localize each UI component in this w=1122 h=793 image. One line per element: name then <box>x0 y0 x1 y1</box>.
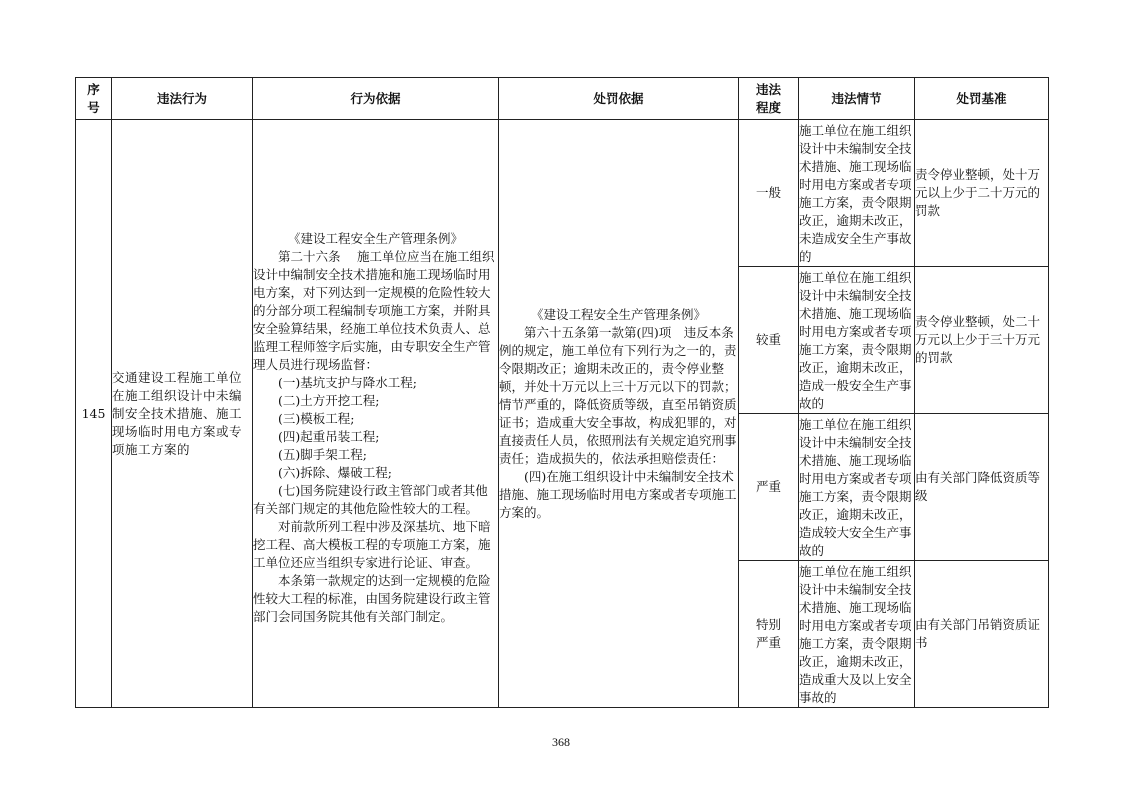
basis-item-3: (三)模板工程; <box>278 410 355 426</box>
basis-item-2: (二)土方开挖工程; <box>278 392 380 408</box>
header-act: 违法行为 <box>112 78 253 120</box>
entry-legal-basis <box>253 120 499 708</box>
basis-item-4: (四)起重吊装工程; <box>278 428 380 444</box>
basis-item-5: (五)脚手架工程; <box>278 446 367 462</box>
standard-especially-severe: 由有关部门吊销资质证书 <box>915 561 1049 708</box>
circumstance-especially-severe-text: 施工单位在施工组织设计中未编制安全技术措施、施工现场临时用电方案或者专项施工方案，责令限期改正，逾期未改正，造成重大及以上安全事故的 <box>799 564 912 705</box>
circumstance-general-text: 施工单位在施工组织设计中未编制安全技术措施、施工现场临时用电方案或者专项施工方案，责令限期改正，逾期未改正，未造成安全生产事故的 <box>799 123 912 264</box>
entry-seq: 145 <box>76 120 112 708</box>
degree-especially-severe-line1: 特别 <box>755 617 781 632</box>
penalty-article: 第六十五条第一款第(四)项 违反本条例的规定，施工单位有下列行为之一的，责令限期改正；逾期未改正的，责令停业整顿，并处十万元以上三十万元以下的罚款；情节严重的，降低资质等级，直至吊销资质证书；造成重大安全事故，构成犯罪的，对直接责任人员，依照刑法有关规定追究刑事责任；造成损失的，依法承担赔偿责任： <box>499 324 737 466</box>
basis-item-6: (六)拆除、爆破工程; <box>278 464 392 480</box>
degree-severe: 严重 <box>739 414 799 561</box>
entry-penalty-basis <box>499 120 739 708</box>
header-standard: 处罚基准 <box>915 78 1049 120</box>
basis-item-7: (七)国务院建设行政主管部门或者其他有关部门规定的其他危险性较大的工程。 <box>253 482 488 516</box>
header-degree-line1: 违法 <box>755 81 781 97</box>
header-basis: 行为依据 <box>253 78 499 120</box>
basis-item-1: (一)基坑支护与降水工程; <box>278 374 417 390</box>
basis-para-3: 本条第一款规定的达到一定规模的危险性较大工程的标准，由国务院建设行政主管部门会同国务院其他有关部门制定。 <box>253 572 491 624</box>
circumstance-general <box>799 120 915 267</box>
degree-especially-severe <box>739 561 799 708</box>
penalty-item-4: (四)在施工组织设计中未编制安全技术措施、施工现场临时用电方案或者专项施工方案的。 <box>499 468 737 520</box>
header-degree <box>739 78 799 120</box>
header-seq-line1: 序 <box>87 81 100 97</box>
circumstance-serious <box>799 267 915 414</box>
degree-especially-severe-line2: 严重 <box>755 635 781 650</box>
entry-violation-act: 交通建设工程施工单位在施工组织设计中未编制安全技术措施、施工现场临时用电方案或专项施工方案的 <box>112 120 253 708</box>
header-seq-line2: 号 <box>87 99 100 115</box>
standard-general: 责令停业整顿，处十万元以上少于二十万元的罚款 <box>915 120 1049 267</box>
penalty-table <box>75 77 1049 708</box>
standard-serious: 责令停业整顿，处二十万元以上少于三十万元的罚款 <box>915 267 1049 414</box>
standard-severe: 由有关部门降低资质等级 <box>915 414 1049 561</box>
penalty-title: 《建设工程安全生产管理条例》 <box>530 306 706 322</box>
basis-para-2: 对前款所列工程中涉及深基坑、地下暗挖工程、高大模板工程的专项施工方案，施工单位还应当组织专家进行论证、审查。 <box>253 518 491 570</box>
header-degree-line2: 程度 <box>755 99 781 115</box>
circumstance-severe <box>799 414 915 561</box>
circumstance-severe-text: 施工单位在施工组织设计中未编制安全技术措施、施工现场临时用电方案或者专项施工方案，责令限期改正，逾期未改正，造成较大安全生产事故的 <box>799 417 912 558</box>
table-row <box>76 120 1049 267</box>
degree-general: 一般 <box>739 120 799 267</box>
header-seq <box>76 78 112 120</box>
header-row <box>76 78 1049 120</box>
header-circumstance: 违法情节 <box>799 78 915 120</box>
basis-article: 第二十六条 施工单位应当在施工组织设计中编制安全技术措施和施工现场临时用电方案，对下列达到一定规模的危险性较大的分部分项工程编制专项施工方案，并附具安全验算结果，经施工单位技术负责人、总监理工程师签字后实施，由专职安全生产管理人员进行现场监督： <box>253 248 495 372</box>
degree-serious: 较重 <box>739 267 799 414</box>
header-penalty-basis: 处罚依据 <box>499 78 739 120</box>
circumstance-serious-text: 施工单位在施工组织设计中未编制安全技术措施、施工现场临时用电方案或者专项施工方案，责令限期改正，逾期未改正，造成一般安全生产事故的 <box>799 270 912 411</box>
basis-title: 《建设工程安全生产管理条例》 <box>287 230 463 246</box>
circumstance-especially-severe <box>799 561 915 708</box>
page-number: 368 <box>552 735 570 749</box>
